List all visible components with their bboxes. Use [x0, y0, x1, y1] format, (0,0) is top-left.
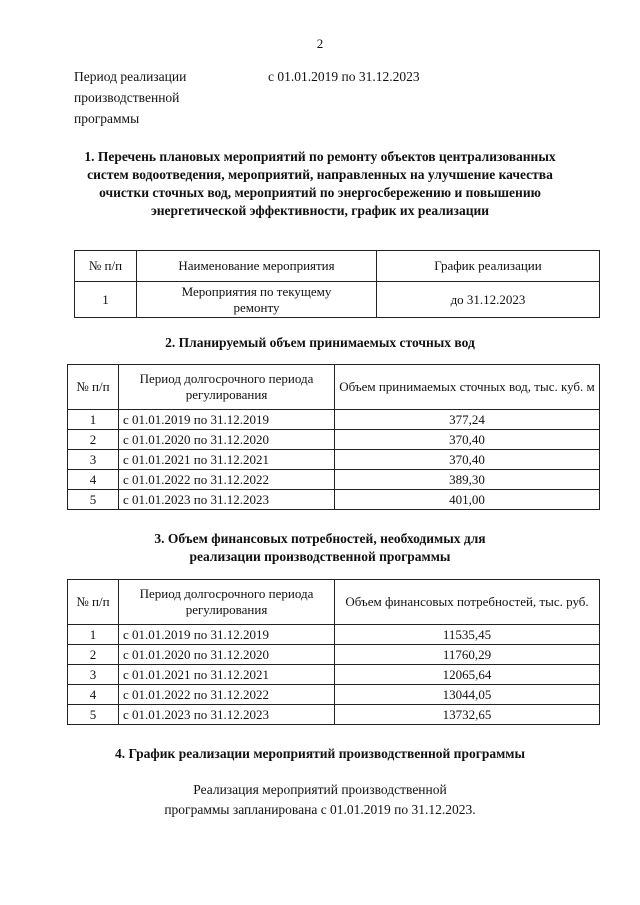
financial-needs-table: [67, 579, 600, 725]
cell-period: с 01.01.2019 по 31.12.2019: [119, 625, 335, 645]
cell-num: 3: [68, 450, 119, 470]
table-row: [68, 450, 600, 470]
cell-value: 11535,45: [335, 625, 600, 645]
section3-title: 3. Объем финансовых потребностей, необходимых для реализации производственной программы: [154, 531, 486, 564]
cell-num: 4: [68, 685, 119, 705]
table-row: [68, 625, 600, 645]
cell-num: 1: [68, 625, 119, 645]
cell-name: Мероприятия по текущему ремонту: [137, 282, 377, 318]
header-volume: Объем принимаемых сточных вод, тыс. куб. м: [335, 365, 600, 410]
cell-period: с 01.01.2022 по 31.12.2022: [119, 685, 335, 705]
cell-period: с 01.01.2019 по 31.12.2019: [119, 410, 335, 430]
cell-value: 377,24: [335, 410, 600, 430]
cell-num: 4: [68, 470, 119, 490]
table-header-row: [68, 580, 600, 625]
header-finance: Объем финансовых потребностей, тыс. руб.: [335, 580, 600, 625]
header-period: Период долгосрочного периода регулирования: [119, 580, 335, 625]
cell-num: 5: [68, 705, 119, 725]
cell-value: 13732,65: [335, 705, 600, 725]
cell-num: 1: [75, 282, 137, 318]
section4-title: 4. График реализации мероприятий производственной программы: [114, 746, 526, 761]
page-number: 2: [316, 36, 324, 51]
table-header-row: [75, 251, 600, 282]
cell-period: с 01.01.2022 по 31.12.2022: [119, 470, 335, 490]
cell-period: с 01.01.2021 по 31.12.2021: [119, 450, 335, 470]
table-row: [68, 430, 600, 450]
cell-num: 2: [68, 430, 119, 450]
table-row: [68, 490, 600, 510]
table-row: [68, 665, 600, 685]
cell-value: 13044,05: [335, 685, 600, 705]
table-row: [68, 410, 600, 430]
wastewater-volume-table: [67, 364, 600, 510]
cell-value: 11760,29: [335, 645, 600, 665]
section2-title: 2. Планируемый объем принимаемых сточных вод: [165, 335, 475, 350]
period-value: с 01.01.2019 по 31.12.2023: [268, 69, 420, 84]
cell-num: 2: [68, 645, 119, 665]
section1-title: 1. Перечень плановых мероприятий по ремонту объектов централизованных систем водоотведения, мероприятий, направленных на улучшение качества очистки сточных вод, мероприятий по энергосбережению и повышению энергетической эффективности, график их реализации: [84, 149, 556, 218]
cell-period: с 01.01.2023 по 31.12.2023: [119, 705, 335, 725]
cell-value: 12065,64: [335, 665, 600, 685]
cell-value: 370,40: [335, 450, 600, 470]
events-table: [74, 250, 600, 318]
header-period: Период долгосрочного периода регулирования: [119, 365, 335, 410]
table-row: [68, 470, 600, 490]
header-num: № п/п: [68, 365, 119, 410]
table-row: [68, 705, 600, 725]
cell-period: с 01.01.2021 по 31.12.2021: [119, 665, 335, 685]
table-row: [68, 645, 600, 665]
header-num: № п/п: [68, 580, 119, 625]
table-row: [75, 282, 600, 318]
cell-schedule: до 31.12.2023: [377, 282, 600, 318]
table-row: [68, 685, 600, 705]
header-schedule: График реализации: [377, 251, 600, 282]
section4-text: Реализация мероприятий производственной программы запланирована с 01.01.2019 по 31.12.2023.: [164, 782, 476, 817]
cell-value: 401,00: [335, 490, 600, 510]
cell-period: с 01.01.2020 по 31.12.2020: [119, 645, 335, 665]
cell-num: 1: [68, 410, 119, 430]
cell-value: 370,40: [335, 430, 600, 450]
cell-num: 3: [68, 665, 119, 685]
cell-num: 5: [68, 490, 119, 510]
table-header-row: [68, 365, 600, 410]
cell-period: с 01.01.2020 по 31.12.2020: [119, 430, 335, 450]
period-label: Период реализации производственной программы: [74, 69, 187, 126]
cell-value: 389,30: [335, 470, 600, 490]
cell-period: с 01.01.2023 по 31.12.2023: [119, 490, 335, 510]
header-name: Наименование мероприятия: [137, 251, 377, 282]
header-num: № п/п: [75, 251, 137, 282]
